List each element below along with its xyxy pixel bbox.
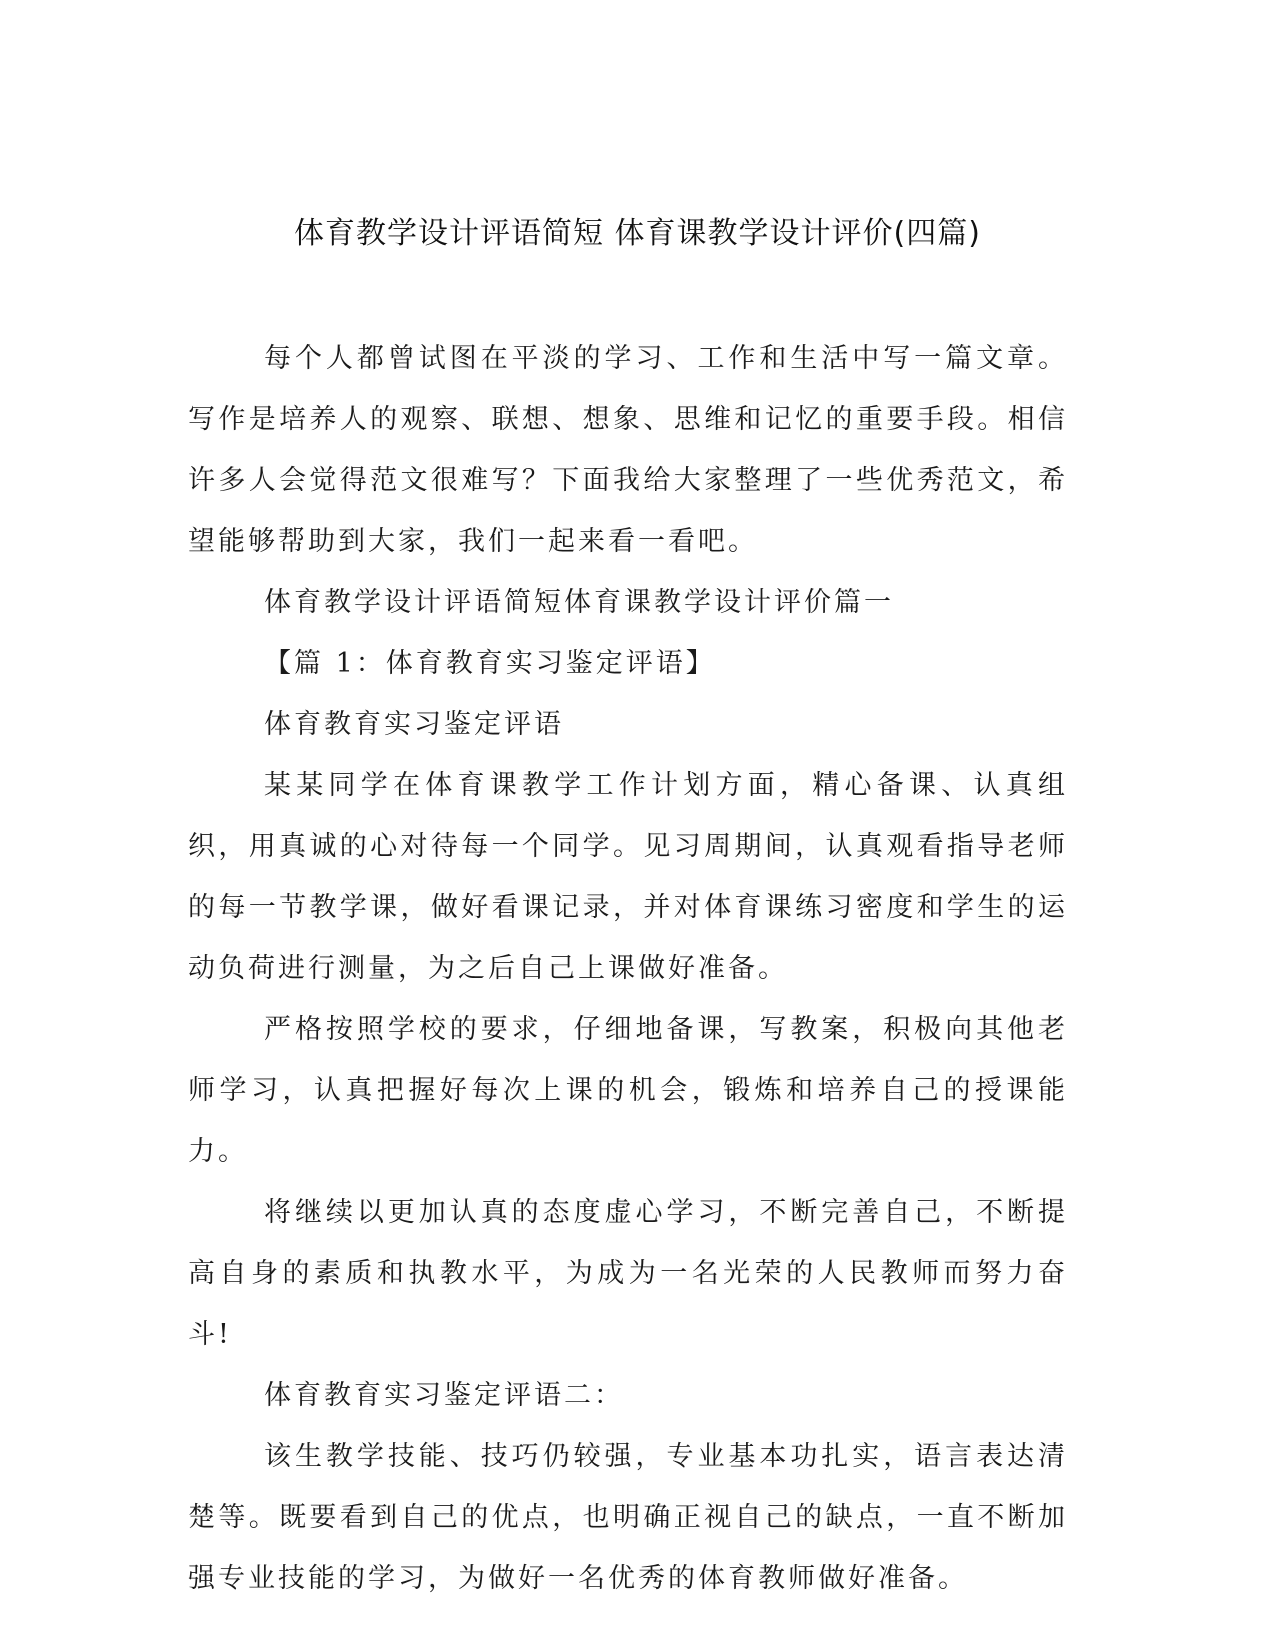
subheading: 体育教育实习鉴定评语二： <box>264 1380 624 1411</box>
body-paragraph: 该生教学技能、技巧仍较强，专业基本功扎实，语言表达清楚等。既要看到自己的优点，也明确正视自己的缺点，一直不断加强专业技能的学习，为做好一名优秀的体育教师做好准备。 <box>188 1441 1068 1594</box>
body-paragraph: 将继续以更加认真的态度虚心学习，不断完善自己，不断提高自身的素质和执教水平，为成为一名光荣的人民教师而努力奋斗! <box>188 1197 1068 1350</box>
document-body <box>188 328 1068 1609</box>
intro-paragraph: 每个人都曾试图在平淡的学习、工作和生活中写一篇文章。写作是培养人的观察、联想、想象、思维和记忆的重要手段。相信许多人会觉得范文很难写？下面我给大家整理了一些优秀范文，希望能够帮助到大家，我们一起来看一看吧。 <box>188 343 1068 557</box>
section-heading: 体育教学设计评语简短体育课教学设计评价篇一 <box>264 587 894 618</box>
body-paragraph: 某某同学在体育课教学工作计划方面，精心备课、认真组织，用真诚的心对待每一个同学。见习周期间，认真观看指导老师的每一节教学课，做好看课记录，并对体育课练习密度和学生的运动负荷进行测量，为之后自己上课做好准备。 <box>188 770 1068 984</box>
article-label: 【篇 1：体育教育实习鉴定评语】 <box>264 648 716 679</box>
document-title: 体育教学设计评语简短 体育课教学设计评价(四篇) <box>294 216 981 251</box>
subheading: 体育教育实习鉴定评语 <box>264 709 564 740</box>
body-paragraph: 严格按照学校的要求，仔细地备课，写教案，积极向其他老师学习，认真把握好每次上课的机会，锻炼和培养自己的授课能力。 <box>188 1014 1068 1167</box>
